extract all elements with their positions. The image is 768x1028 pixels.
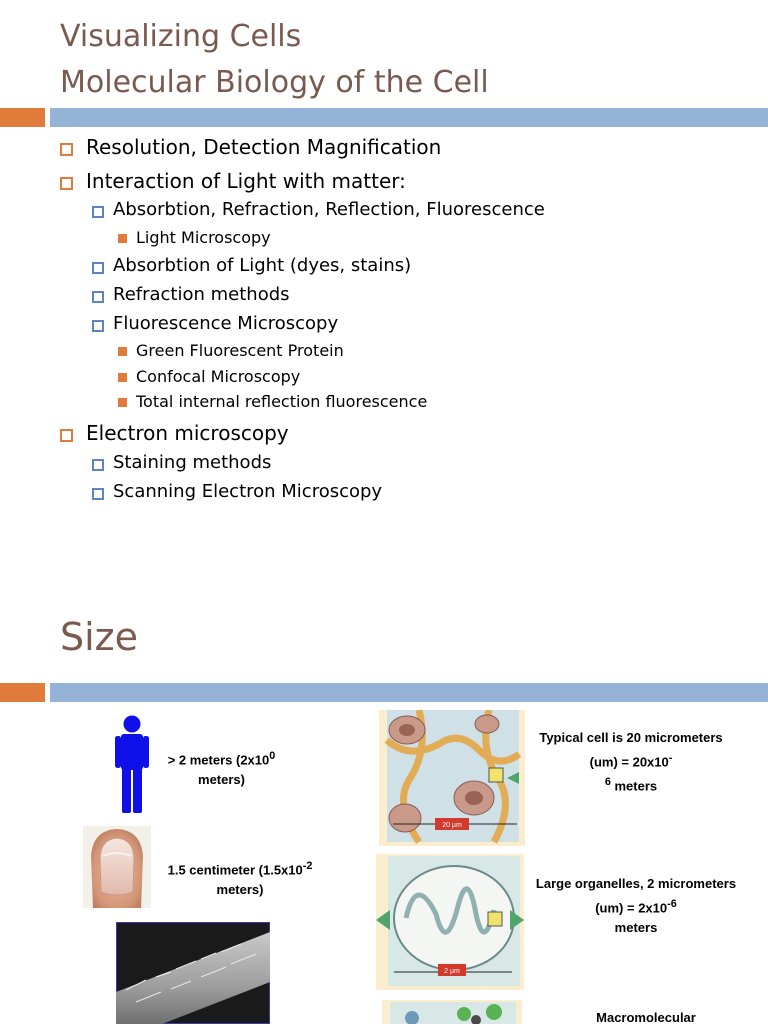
- macromolecule-illustration: [382, 1000, 522, 1024]
- bullet-marker-icon: [60, 177, 73, 190]
- macromolecule-size-caption: Macromolecular: [596, 1010, 696, 1025]
- person-figure-icon: [112, 715, 152, 815]
- bullet-marker-icon: [118, 347, 127, 356]
- bullet-item: Absorbtion of Light (dyes, stains): [113, 255, 412, 276]
- bullet-marker-icon: [60, 429, 73, 442]
- bullet-item: Light Microscopy: [136, 228, 271, 247]
- cell-tissue-illustration: [379, 710, 525, 846]
- bullet-item: Interaction of Light with matter:: [86, 169, 406, 193]
- title-rule-accent: [0, 108, 45, 127]
- bullet-marker-icon: [118, 373, 127, 382]
- bullet-marker-icon: [92, 291, 104, 303]
- hair-sem-photo: [116, 922, 270, 1024]
- bullet-marker-icon: [92, 320, 104, 332]
- bullet-marker-icon: [92, 459, 104, 471]
- bullet-item: Refraction methods: [113, 284, 290, 305]
- size-rule-accent: [0, 683, 45, 702]
- bullet-marker-icon: [92, 262, 104, 274]
- slide-title-line2: Molecular Biology of the Cell: [60, 65, 489, 100]
- organelle-scale-label: 2 µm: [444, 968, 460, 975]
- bullet-marker-icon: [92, 488, 104, 500]
- bullet-item: Resolution, Detection Magnification: [86, 135, 442, 159]
- bullet-item: Absorbtion, Refraction, Reflection, Fluorescence: [113, 199, 545, 220]
- slide-title-line1: Visualizing Cells: [60, 19, 302, 54]
- organelle-illustration: [376, 854, 524, 990]
- bullet-marker-icon: [92, 206, 104, 218]
- fingertip-size-caption: 1.5 centimeter ($1.5x10^{-2}$ meters): [167, 860, 313, 898]
- bullet-marker-icon: [60, 143, 73, 156]
- organelle-size-caption: Large organelles, 2 micrometers $(um) = 2x10^{-6}$ meters: [535, 876, 737, 936]
- bullet-marker-icon: [118, 398, 127, 407]
- bullet-marker-icon: [118, 234, 127, 243]
- bullet-item: Staining methods: [113, 452, 272, 473]
- cell-scale-label: 20 µm: [442, 822, 462, 829]
- size-slide-title: Size: [60, 615, 139, 659]
- bullet-item: Green Fluorescent Protein: [136, 341, 344, 360]
- bullet-item: Electron microscopy: [86, 421, 289, 445]
- fingertip-photo: [83, 826, 151, 908]
- cell-size-caption: Typical cell is 20 micrometers (um) = 20x10- $^6$ meters: [539, 730, 723, 794]
- bullet-item: Confocal Microscopy: [136, 367, 301, 386]
- bullet-item: Fluorescence Microscopy: [113, 313, 339, 334]
- bullet-item: Total internal reflection fluorescence: [136, 392, 428, 411]
- size-rule-bar: [50, 683, 768, 702]
- person-size-caption: > 2 meters ($2x10^0$ meters): [167, 750, 276, 788]
- bullet-item: Scanning Electron Microscopy: [113, 481, 383, 502]
- title-rule-bar: [50, 108, 768, 127]
